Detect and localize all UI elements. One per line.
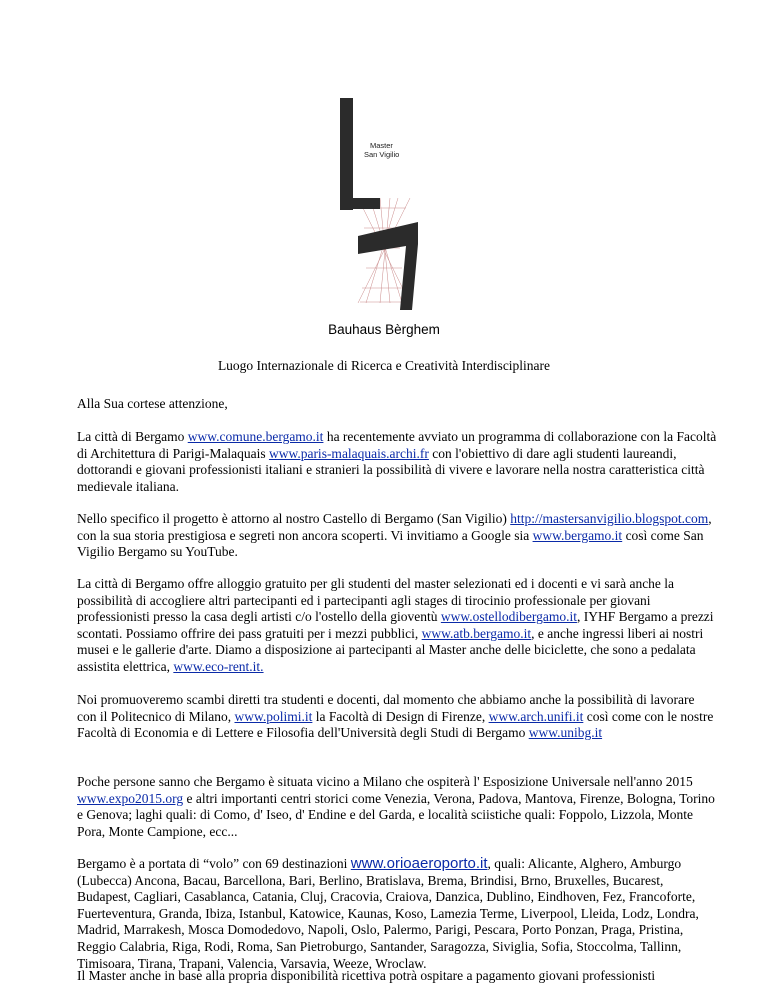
paragraph-accommodation: La città di Bergamo offre alloggio gratuito per gli studenti del master selezionati ed i docenti e vi sarà anche la possibilità di accogliere altri partecipanti ed i partecipanti agli stages di tirocinio professionale per giovani professionisti presso la casa degli artisti c/o l'ostello della gioventù www.ostellodibergamo.it, IYHF Bergamo a prezzi scontati. Possiamo offrire dei pass gratuiti per i mezzi pubblici, www.atb.bergamo.it, e anche ingressi liberi ai nostri musei e le gallerie d'arte. Diamo a disposizione ai partecipanti al Master anche delle biciclette, che sono a pedalata assistita elettrica, www.eco-rent.it. <box>77 576 714 674</box>
link-atb-bergamo[interactable]: www.atb.bergamo.it <box>421 625 532 641</box>
link-comune-bergamo[interactable]: www.comune.bergamo.it <box>187 429 324 444</box>
document-title: Bauhaus Bèrghem <box>328 322 440 337</box>
link-paris-malaquais[interactable]: www.paris-malaquais.archi.fr <box>268 445 429 461</box>
logo-seven-shape <box>358 222 418 310</box>
logo-bar-vertical <box>340 98 353 210</box>
link-unibg[interactable]: www.unibg.it <box>528 725 603 741</box>
logo-text-san-vigilio: San Vigilio <box>364 150 400 159</box>
link-ostello-bergamo[interactable]: www.ostellodibergamo.it <box>440 609 577 625</box>
logo-bar-horizontal <box>340 198 380 209</box>
link-eco-rent[interactable]: www.eco-rent.it. <box>173 658 264 674</box>
paragraph-master-hosting: Il Master anche in base alla propria disponibilità ricettiva potrà ospitare a pagamento giovani professionisti <box>77 968 656 983</box>
document-subtitle: Luogo Internazionale di Ricerca e Creatività Interdisciplinare <box>217 358 551 373</box>
master-san-vigilio-logo <box>340 98 422 310</box>
link-expo2015[interactable]: www.expo2015.org <box>77 790 184 806</box>
paragraph-exchanges: Noi promuoveremo scambi diretti tra studenti e docenti, dal momento che abbiamo anche la possibilità di lavorare con il Politecnico di Milano, www.polimi.it la Facoltà di Design di Firenze, www.arch.unifi.it così come con le nostre Facoltà di Economia e di Lettere e Filosofia dell'Università degli Studi di Bergamo www.unibg.it <box>77 692 714 741</box>
link-bergamo-it[interactable]: www.bergamo.it <box>532 527 623 543</box>
paragraph-flights: Bergamo è a portata di “volo” con 69 destinazioni www.orioaeroporto.it, quali: Alicante, Alghero, Amburgo (Lubecca) Ancona, Bacau, Barcellona, Bari, Berlino, Bratislava, Brema, Brindisi, Brno, Bruxelles, Bucarest, Budapest, Cagliari, Casablanca, Catania, Cluj, Cracovia, Craiova, Danzica, Dublino, Eindhoven, Fez, Francoforte, Fuerteventura, Granda, Ibiza, Istanbul, Katowice, Kaunas, Koso, Lamezia Terme, Liverpool, Lleida, Lodz, Londra, Madrid, Marrakesh, Mosca Domodedovo, Napoli, Oslo, Palermo, Parigi, Pescara, Porto Ponzan, Praga, Pristina, Reggio Calabria, Riga, Rodi, Roma, San Pietroburgo, Santander, Saragozza, Siviglia, Sofia, Stoccolma, Tallinn, Timisoara, Tirana, Trapani, Valencia, Varsavia, Weeze, Wroclaw. <box>77 855 699 971</box>
salutation: Alla Sua cortese attenzione, <box>77 396 228 411</box>
paragraph-castle: Nello specifico il progetto è attorno al nostro Castello di Bergamo (San Vigilio) http://mastersanvigilio.blogspot.com, con la sua storia prestigiosa e segreti non ancora scoperti. Vi invitiamo a Google sia www.bergamo.it così come San Vigilio Bergamo su YouTube. <box>77 511 712 560</box>
logo-text-master: Master <box>370 141 393 150</box>
link-orio-aeroporto[interactable]: www.orioaeroporto.it <box>350 855 488 872</box>
link-polimi[interactable]: www.polimi.it <box>234 708 313 724</box>
paragraph-expo: Poche persone sanno che Bergamo è situata vicino a Milano che ospiterà l' Esposizione Universale nell'anno 2015 www.expo2015.org e altri importanti centri storici come Venezia, Verona, Padova, Mantova, Firenze, Bologna, Torino e Genova; laghi quali: di Como, d' Iseo, d' Endine e del Garda, e località sciistiche quali: Foppolo, Lizzola, Monte Pora, Monte Campione, ecc... <box>77 774 715 839</box>
link-mastersanvigilio-blog[interactable]: http://mastersanvigilio.blogspot.com <box>510 511 709 526</box>
link-arch-unifi[interactable]: www.arch.unifi.it <box>488 708 584 724</box>
paragraph-collaboration: La città di Bergamo www.comune.bergamo.it ha recentemente avviato un programma di collaborazione con la Facoltà di Architettura di Parigi-Malaquais www.paris-malaquais.archi.fr con l'obiettivo di dare agli studenti laureandi, dottorandi e giovani professionisti italiani e stranieri la possibilità di vivere e lavorare nella nostra caratteristica città medievale italiana. <box>77 429 717 494</box>
